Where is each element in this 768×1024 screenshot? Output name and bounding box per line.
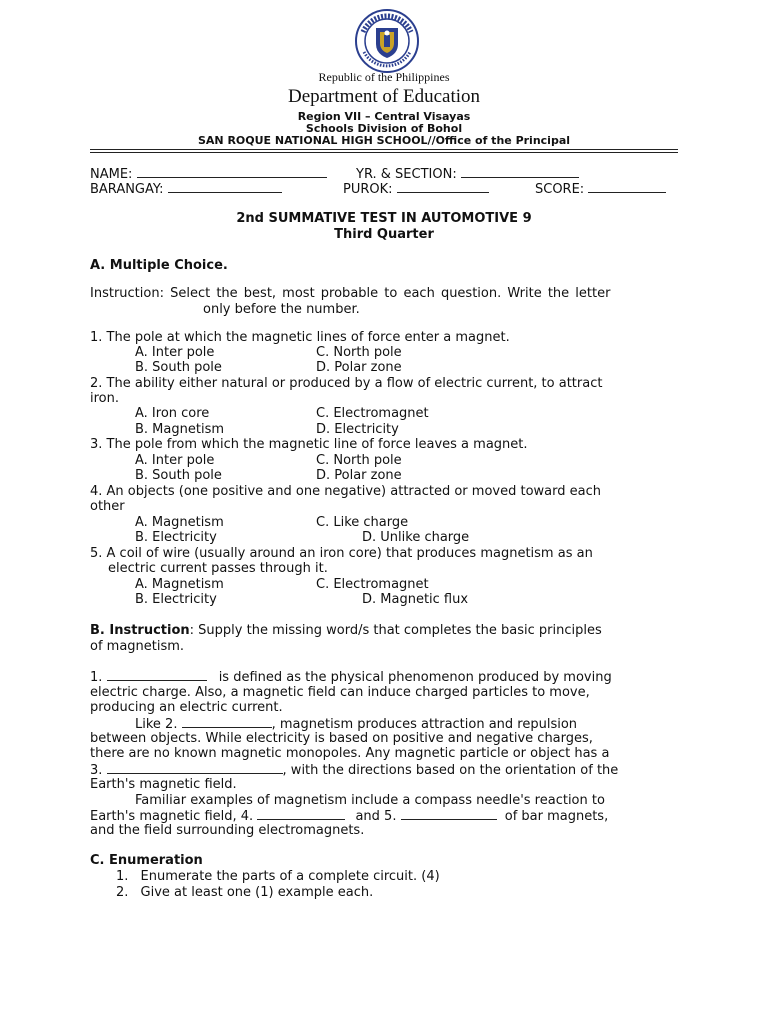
enumeration-item-2-number: 2.: [116, 885, 129, 900]
q2-option-a: A. Iron core: [135, 406, 210, 421]
purok-label: PUROK:: [343, 182, 393, 197]
score-label: SCORE:: [535, 182, 585, 197]
q5-option-d: D. Magnetic flux: [362, 592, 469, 607]
q3-option-b: B. South pole: [135, 468, 222, 483]
blank-2[interactable]: [182, 716, 272, 728]
enumeration-item-2: [116, 885, 373, 900]
name-label: NAME:: [90, 167, 133, 182]
purok-blank[interactable]: [397, 181, 489, 193]
question-5-cont: electric current passes through it.: [108, 561, 328, 576]
blank-1-number: 1.: [90, 670, 103, 685]
section-b-instruction: [90, 623, 602, 638]
blank-2-line: [135, 716, 577, 732]
q5-option-a: A. Magnetism: [135, 577, 224, 592]
paragraph-2-line-5: Earth's magnetic field.: [90, 777, 237, 792]
name-blank[interactable]: [137, 166, 327, 178]
header-rule: [90, 149, 678, 150]
q4-option-a: A. Magnetism: [135, 515, 224, 530]
paragraph-2-line-3: there are no known magnetic monopoles. Any magnetic particle or object has a: [90, 746, 610, 761]
paragraph-2-line-2: between objects. While electricity is based on positive and negative charges,: [90, 731, 593, 746]
q3-option-a: A. Inter pole: [135, 453, 215, 468]
q5-option-b: B. Electricity: [135, 592, 217, 607]
blank-5[interactable]: [401, 808, 497, 820]
section-b-instruction-cont: of magnetism.: [90, 639, 185, 654]
score-blank[interactable]: [588, 181, 666, 193]
purok-field[interactable]: [343, 181, 489, 197]
blank-3[interactable]: [107, 762, 283, 774]
yr-section-blank[interactable]: [461, 166, 579, 178]
blank-5-number: and 5.: [355, 809, 397, 824]
section-a-instruction: Instruction: Select the best, most probable to each question. Write the letter: [90, 286, 611, 301]
q2-option-c: C. Electromagnet: [316, 406, 429, 421]
deped-seal-icon: [354, 8, 420, 74]
q4-option-b: B. Electricity: [135, 530, 217, 545]
q5-option-c: C. Electromagnet: [316, 577, 429, 592]
department-title: Department of Education: [287, 86, 481, 107]
question-4-cont: other: [90, 499, 125, 514]
republic-line: Republic of the Philippines: [318, 70, 450, 84]
section-b-instruction-text: : Supply the missing word/s that completes the basic principles: [189, 623, 602, 638]
division-line: Schools Division of Bohol: [305, 122, 463, 135]
section-a-instruction-cont: only before the number.: [203, 302, 360, 317]
q4-option-c: C. Like charge: [316, 515, 409, 530]
q1-option-c: C. North pole: [316, 345, 402, 360]
header-rule-2: [90, 152, 678, 153]
test-title: 2nd SUMMATIVE TEST IN AUTOMOTIVE 9: [236, 211, 532, 226]
region-line: Region VII – Central Visayas: [297, 110, 471, 123]
section-c-heading: C. Enumeration: [90, 853, 203, 868]
blank-1-line: [90, 669, 612, 685]
barangay-label: BARANGAY:: [90, 182, 164, 197]
q1-option-b: B. South pole: [135, 360, 222, 375]
enumeration-item-1-text: Enumerate the parts of a complete circuit. (4): [140, 869, 440, 884]
blank-1[interactable]: [107, 669, 207, 681]
blank-4[interactable]: [257, 808, 345, 820]
question-5: 5. A coil of wire (usually around an iron core) that produces magnetism as an: [90, 546, 593, 561]
paragraph-1-line-2: electric charge. Also, a magnetic field can induce charged particles to move,: [90, 685, 590, 700]
paragraph-1-line-3: producing an electric current.: [90, 700, 283, 715]
q1-option-a: A. Inter pole: [135, 345, 215, 360]
yr-section-field[interactable]: [356, 166, 579, 182]
q2-option-d: D. Electricity: [316, 422, 399, 437]
q2-option-b: B. Magnetism: [135, 422, 225, 437]
barangay-blank[interactable]: [168, 181, 282, 193]
blank-4-5-line: [90, 808, 608, 824]
q1-option-d: D. Polar zone: [316, 360, 402, 375]
name-field[interactable]: [90, 166, 327, 182]
paragraph-3-line-1: Familiar examples of magnetism include a compass needle's reaction to: [135, 793, 605, 808]
q4-option-d: D. Unlike charge: [362, 530, 470, 545]
barangay-field[interactable]: [90, 181, 282, 197]
blank-2-text: , magnetism produces attraction and repulsion: [271, 717, 578, 732]
score-field[interactable]: [535, 181, 666, 197]
blank-2-number: Like 2.: [135, 717, 178, 732]
section-b-heading: B. Instruction: [90, 623, 190, 638]
section-a-heading: A. Multiple Choice.: [90, 258, 228, 273]
paragraph-3-line-3: and the field surrounding electromagnets.: [90, 823, 365, 838]
school-line: SAN ROQUE NATIONAL HIGH SCHOOL//Office of the Principal: [197, 134, 571, 147]
question-1: 1. The pole at which the magnetic lines of force enter a magnet.: [90, 330, 510, 345]
blank-3-text: , with the directions based on the orientation of the: [282, 763, 619, 778]
question-2-cont: iron.: [90, 391, 119, 406]
blank-3-line: [90, 762, 618, 778]
question-3: 3. The pole from which the magnetic line of force leaves a magnet.: [90, 437, 528, 452]
enumeration-item-1-number: 1.: [116, 869, 129, 884]
enumeration-item-2-text: Give at least one (1) example each.: [140, 885, 374, 900]
question-4: 4. An objects (one positive and one negative) attracted or moved toward each: [90, 484, 601, 499]
q3-option-c: C. North pole: [316, 453, 402, 468]
blank-5-text: of bar magnets,: [504, 809, 609, 824]
question-2: 2. The ability either natural or produced by a flow of electric current, to attract: [90, 376, 603, 391]
blank-1-text: is defined as the physical phenomenon produced by moving: [218, 670, 612, 685]
blank-3-number: 3.: [90, 763, 103, 778]
yr-section-label: YR. & SECTION:: [356, 167, 457, 182]
test-subtitle: Third Quarter: [334, 227, 434, 242]
q3-option-d: D. Polar zone: [316, 468, 402, 483]
blank-4-number: Earth's magnetic field, 4.: [90, 809, 254, 824]
enumeration-item-1: [116, 869, 440, 884]
